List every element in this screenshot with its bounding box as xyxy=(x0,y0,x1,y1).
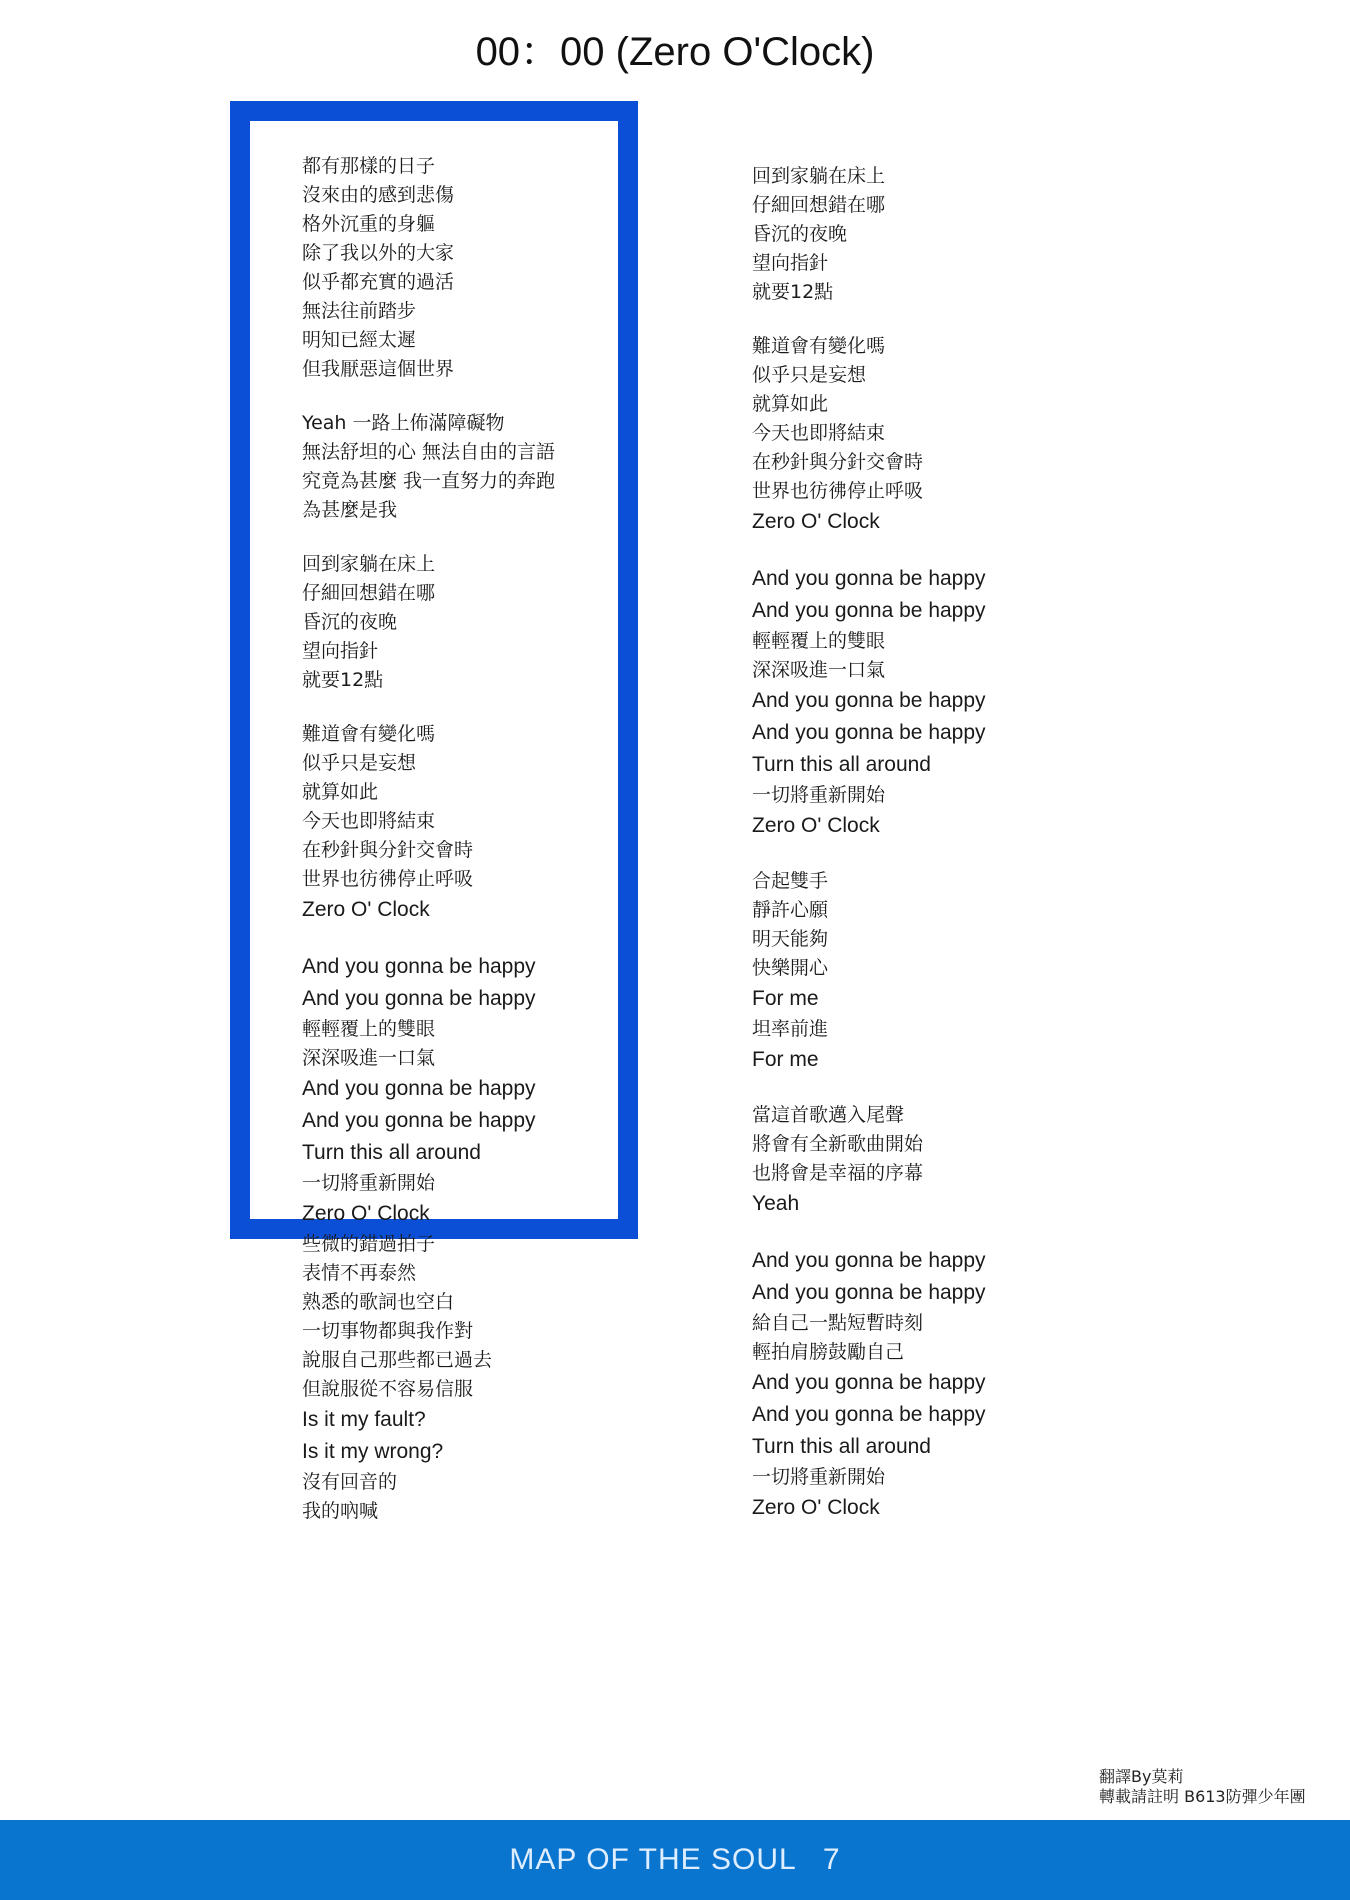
lyric-line: Yeah 一路上佈滿障礙物 xyxy=(302,412,505,434)
footer-banner xyxy=(0,1820,1350,1900)
lyric-line: 世界也彷彿停止呼吸 xyxy=(302,868,474,890)
lyric-line: 都有那樣的日子 xyxy=(302,155,436,177)
lyric-line: 除了我以外的大家 xyxy=(302,242,455,264)
translator-credit: 翻譯By莫莉 xyxy=(1099,1767,1184,1786)
lyric-line: And you gonna be happy xyxy=(302,955,536,978)
lyric-line: 就算如此 xyxy=(302,781,379,803)
lyrics-stanza xyxy=(752,563,1092,842)
lyric-line: 輕輕覆上的雙眼 xyxy=(302,1018,436,1040)
lyric-line: 將會有全新歌曲開始 xyxy=(752,1133,924,1155)
lyric-line: For me xyxy=(752,987,819,1010)
lyric-line: 今天也即將結束 xyxy=(302,810,436,832)
lyric-line: 究竟為甚麼 我一直努力的奔跑 xyxy=(302,470,556,492)
lyric-line: 今天也即將結束 xyxy=(752,422,886,444)
lyric-line: 但說服從不容易信服 xyxy=(302,1378,474,1400)
lyric-line: 似乎都充實的過活 xyxy=(302,271,455,293)
lyric-line: 一切將重新開始 xyxy=(302,1172,436,1194)
lyric-line: 無法舒坦的心 無法自由的言語 xyxy=(302,441,556,463)
lyric-line: 昏沉的夜晚 xyxy=(302,611,398,633)
lyric-line: For me xyxy=(752,1048,819,1071)
lyric-line: 表情不再泰然 xyxy=(302,1262,417,1284)
lyric-line: 為甚麼是我 xyxy=(302,499,398,521)
lyrics-stanza xyxy=(302,951,642,1526)
lyric-line: 些微的錯過拍子 xyxy=(302,1233,436,1255)
lyric-line: And you gonna be happy xyxy=(752,599,986,622)
lyric-line: 說服自己那些都已過去 xyxy=(302,1349,493,1371)
lyric-line: 就要12點 xyxy=(752,281,834,303)
lyric-line: 一切將重新開始 xyxy=(752,1466,886,1488)
lyric-line: 給自己一點短暫時刻 xyxy=(752,1312,924,1334)
lyric-line: 我的吶喊 xyxy=(302,1500,379,1522)
lyric-line: Turn this all around xyxy=(752,753,931,776)
lyric-line: 難道會有變化嗎 xyxy=(302,723,436,745)
lyric-line: 一切事物都與我作對 xyxy=(302,1320,474,1342)
lyric-line: Zero O' Clock xyxy=(302,1202,430,1225)
lyric-line: 回到家躺在床上 xyxy=(302,553,436,575)
lyric-line: Zero O' Clock xyxy=(752,1496,880,1519)
lyrics-stanza xyxy=(302,550,642,695)
lyric-line: And you gonna be happy xyxy=(752,1403,986,1426)
lyric-line: 熟悉的歌詞也空白 xyxy=(302,1291,455,1313)
lyric-line: Is it my wrong? xyxy=(302,1440,444,1463)
lyric-line: 仔細回想錯在哪 xyxy=(302,582,436,604)
lyric-line: 快樂開心 xyxy=(752,957,829,979)
lyrics-stanza xyxy=(752,332,1092,538)
lyric-line: 就算如此 xyxy=(752,393,829,415)
lyrics-stanza xyxy=(302,152,642,384)
lyric-line: 靜許心願 xyxy=(752,899,829,921)
lyric-line: 合起雙手 xyxy=(752,870,829,892)
lyric-line: And you gonna be happy xyxy=(752,1371,986,1394)
lyrics-column-right xyxy=(752,162,1092,1549)
lyric-line: 當這首歌邁入尾聲 xyxy=(752,1104,905,1126)
lyric-line: 回到家躺在床上 xyxy=(752,165,886,187)
lyric-line: And you gonna be happy xyxy=(752,1281,986,1304)
footer-album-title: MAP OF THE SOUL xyxy=(509,1843,796,1876)
page-title: 00：00 (Zero O'Clock) xyxy=(475,30,875,74)
lyric-line: 深深吸進一口氣 xyxy=(752,659,886,681)
lyric-line: 世界也彷彿停止呼吸 xyxy=(752,480,924,502)
lyric-line: And you gonna be happy xyxy=(752,1249,986,1272)
lyric-line: Turn this all around xyxy=(752,1435,931,1458)
credits xyxy=(1099,1767,1306,1807)
lyric-line: Zero O' Clock xyxy=(752,814,880,837)
lyrics-stanza xyxy=(302,720,642,926)
lyrics-stanza xyxy=(302,409,642,525)
lyric-line: And you gonna be happy xyxy=(302,987,536,1010)
lyric-line: 仔細回想錯在哪 xyxy=(752,194,886,216)
lyric-line: Is it my fault? xyxy=(302,1408,426,1431)
lyric-line: 難道會有變化嗎 xyxy=(752,335,886,357)
lyric-line: And you gonna be happy xyxy=(752,689,986,712)
lyric-line: 似乎只是妄想 xyxy=(752,364,867,386)
lyric-line: 深深吸進一口氣 xyxy=(302,1047,436,1069)
lyric-line: 望向指針 xyxy=(302,640,379,662)
lyric-line: And you gonna be happy xyxy=(752,567,986,590)
lyric-line: 就要12點 xyxy=(302,669,384,691)
lyric-line: 無法往前踏步 xyxy=(302,300,417,322)
lyric-line: 輕輕覆上的雙眼 xyxy=(752,630,886,652)
repost-note: 轉載請註明 B613防彈少年團 xyxy=(1099,1787,1306,1806)
lyric-line: 在秒針與分針交會時 xyxy=(302,839,474,861)
lyrics-stanza xyxy=(752,1101,1092,1220)
lyric-line: Zero O' Clock xyxy=(302,898,430,921)
lyric-line: 也將會是幸福的序幕 xyxy=(752,1162,924,1184)
lyric-line: And you gonna be happy xyxy=(302,1077,536,1100)
lyric-line: 在秒針與分針交會時 xyxy=(752,451,924,473)
lyric-line: 望向指針 xyxy=(752,252,829,274)
lyric-line: 坦率前進 xyxy=(752,1018,829,1040)
lyric-line: 一切將重新開始 xyxy=(752,784,886,806)
lyrics-stanza xyxy=(752,162,1092,307)
lyric-line: Yeah xyxy=(752,1192,800,1215)
lyric-line: And you gonna be happy xyxy=(302,1109,536,1132)
lyric-line: Zero O' Clock xyxy=(752,510,880,533)
lyric-line: And you gonna be happy xyxy=(752,721,986,744)
lyric-line: 明天能夠 xyxy=(752,928,829,950)
lyric-line: 似乎只是妄想 xyxy=(302,752,417,774)
lyric-line: 沒有回音的 xyxy=(302,1471,398,1493)
lyric-line: 輕拍肩膀鼓勵自己 xyxy=(752,1341,905,1363)
lyric-line: 沒來由的感到悲傷 xyxy=(302,184,455,206)
lyrics-column-left xyxy=(302,152,642,1551)
lyric-line: 格外沉重的身軀 xyxy=(302,213,436,235)
lyric-line: 明知已經太遲 xyxy=(302,329,417,351)
lyric-line: 但我厭惡這個世界 xyxy=(302,358,455,380)
lyric-line: Turn this all around xyxy=(302,1141,481,1164)
lyrics-stanza xyxy=(752,1245,1092,1524)
footer-album-number: 7 xyxy=(822,1843,841,1876)
lyric-line: 昏沉的夜晚 xyxy=(752,223,848,245)
lyrics-stanza xyxy=(752,867,1092,1076)
